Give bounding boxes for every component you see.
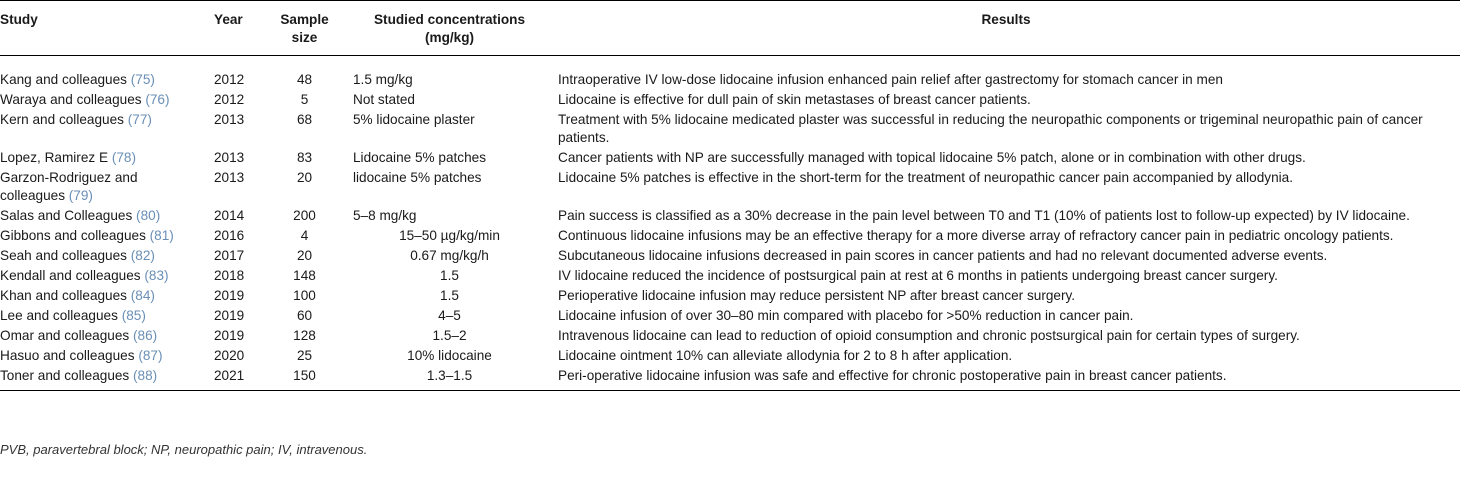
sample-size-cell: 68 [296,112,313,127]
result-cell: Intraoperative IV low-dose lidocaine infusion enhanced pain relief after gastrectomy for stomach cancer in men [558,72,1223,87]
reference-link[interactable]: (84) [130,288,155,303]
study-author: Garzon-Rodriguez and colleagues [0,170,138,203]
year-cell: 2021 [214,368,245,383]
result-cell: Subcutaneous lidocaine infusions decreased in pain scores in cancer patients and had no relevant documented adverse events. [558,248,1328,263]
table-row [0,110,1460,148]
year-cell: 2019 [214,308,245,323]
table-row [0,286,1460,306]
sample-size-cell: 200 [293,208,316,223]
sample-size-cell: 48 [296,72,313,87]
result-cell: Lidocaine ointment 10% can alleviate allodynia for 2 to 8 h after application. [558,348,1013,363]
study-author: Toner and colleagues [0,368,130,383]
table-row [0,326,1460,346]
reference-link[interactable]: (77) [127,112,152,127]
reference-link[interactable]: (76) [145,92,170,107]
reference-link[interactable]: (81) [149,228,174,243]
year-cell: 2013 [214,170,245,185]
concentration-cell: 4–5 [438,308,461,323]
result-cell: Cancer patients with NP are successfully managed with topical lidocaine 5% patch, alone or in combination with other drugs. [558,150,1306,165]
study-cell [0,266,210,286]
reference-link[interactable]: (87) [138,348,163,363]
sample-size-cell: 60 [296,308,313,323]
table-row [0,226,1460,246]
result-cell: Perioperative lidocaine infusion may reduce persistent NP after breast cancer surgery. [558,288,1076,303]
table-body [0,56,1460,391]
reference-link[interactable]: (86) [133,328,158,343]
reference-link[interactable]: (83) [144,268,169,283]
result-cell: Lidocaine 5% patches is effective in the short-term for the treatment of neuropathic cancer pain accompanied by allodynia. [558,170,1293,185]
study-author: Waraya and colleagues [0,92,142,107]
study-cell [0,110,210,148]
result-cell: IV lidocaine reduced the incidence of postsurgical pain at rest at 6 months in patients undergoing breast cancer surgery. [558,268,1278,283]
result-cell: Lidocaine is effective for dull pain of skin metastases of breast cancer patients. [558,92,1031,107]
study-author: Seah and colleagues [0,248,127,263]
result-cell: Pain success is classified as a 30% decrease in the pain level between T0 and T1 (10% of patients lost to follow-up expected) by IV lidocaine. [558,208,1410,223]
study-cell [0,226,210,246]
sample-size-cell: 83 [296,150,313,165]
sample-size-cell: 128 [293,328,316,343]
result-cell: Intravenous lidocaine can lead to reduction of opioid consumption and chronic postsurgical pain for certain types of surgery. [558,328,1300,343]
study-cell [0,366,210,391]
study-author: Lee and colleagues [0,308,118,323]
reference-link[interactable]: (88) [133,368,158,383]
reference-link[interactable]: (85) [121,308,146,323]
study-author: Hasuo and colleagues [0,348,135,363]
table-row [0,266,1460,286]
result-cell: Treatment with 5% lidocaine medicated plaster was successful in reducing the neuropathic components or trigeminal neuropathic pain of cancer patients. [558,112,1423,145]
header-results: Results [981,12,1031,27]
study-author: Kern and colleagues [0,112,124,127]
concentration-cell: Lidocaine 5% patches [353,150,487,165]
study-cell [0,246,210,266]
concentration-cell: 1.3–1.5 [426,368,473,383]
year-cell: 2019 [214,328,245,343]
table-row [0,206,1460,226]
study-author: Kendall and colleagues [0,268,141,283]
year-cell: 2012 [214,92,245,107]
study-cell [0,90,210,110]
reference-link[interactable]: (75) [130,72,155,87]
study-cell [0,306,210,326]
study-author: Salas and Colleagues [0,208,133,223]
header-year: Year [214,12,243,27]
study-author: Khan and colleagues [0,288,127,303]
header-sample-size: Sample size [280,12,329,45]
table-row [0,346,1460,366]
result-cell: Peri-operative lidocaine infusion was safe and effective for chronic postoperative pain in breast cancer patients. [558,368,1227,383]
table-header [0,1,1460,56]
concentration-cell: 1.5 [440,288,459,303]
study-cell [0,326,210,346]
header-concentrations: Studied concentrations (mg/kg) [373,12,526,45]
concentration-cell: 0.67 mg/kg/h [410,248,489,263]
table-footnote: PVB, paravertebral block; NP, neuropathic pain; IV, intravenous. [0,442,368,457]
study-cell [0,206,210,226]
study-cell [0,346,210,366]
reference-link[interactable]: (79) [68,188,93,203]
result-cell: Continuous lidocaine infusions may be an effective therapy for a more diverse array of refractory cancer pain in pediatric oncology patients. [558,228,1394,243]
concentration-cell: 1.5 mg/kg [353,72,413,87]
result-cell: Lidocaine infusion of over 30–80 min compared with placebo for >50% reduction in cancer pain. [558,308,1134,323]
year-cell: 2012 [214,72,245,87]
year-cell: 2013 [214,150,245,165]
sample-size-cell: 100 [293,288,316,303]
study-cell [0,168,210,206]
table-row [0,56,1460,91]
concentration-cell: lidocaine 5% patches [353,170,482,185]
concentration-cell: 5–8 mg/kg [353,208,417,223]
year-cell: 2019 [214,288,245,303]
study-author: Gibbons and colleagues [0,228,146,243]
year-cell: 2020 [214,348,245,363]
sample-size-cell: 148 [293,268,316,283]
reference-link[interactable]: (80) [136,208,161,223]
concentration-cell: 5% lidocaine plaster [353,112,475,127]
table-row [0,90,1460,110]
table-row [0,306,1460,326]
table-row [0,148,1460,168]
study-cell [0,56,210,91]
sample-size-cell: 20 [296,248,313,263]
study-cell [0,148,210,168]
sample-size-cell: 4 [300,228,309,243]
study-author: Kang and colleagues [0,72,127,87]
year-cell: 2017 [214,248,245,263]
year-cell: 2016 [214,228,245,243]
concentration-cell: Not stated [353,92,415,107]
sample-size-cell: 150 [293,368,316,383]
concentration-cell: 1.5–2 [432,328,467,343]
sample-size-cell: 25 [296,348,313,363]
header-study: Study [0,12,38,27]
year-cell: 2018 [214,268,245,283]
reference-link[interactable]: (78) [111,150,137,165]
reference-link[interactable]: (82) [130,248,155,263]
table-row [0,366,1460,391]
sample-size-cell: 5 [300,92,309,107]
concentration-cell: 15–50 µg/kg/min [399,228,500,243]
study-author: Lopez, Ramirez E [0,150,109,165]
study-author: Omar and colleagues [0,328,130,343]
year-cell: 2013 [214,112,245,127]
sample-size-cell: 20 [296,170,313,185]
table-row [0,168,1460,206]
study-cell [0,286,210,306]
year-cell: 2014 [214,208,245,223]
concentration-cell: 10% lidocaine [407,348,492,363]
table-row [0,246,1460,266]
concentration-cell: 1.5 [440,268,459,283]
